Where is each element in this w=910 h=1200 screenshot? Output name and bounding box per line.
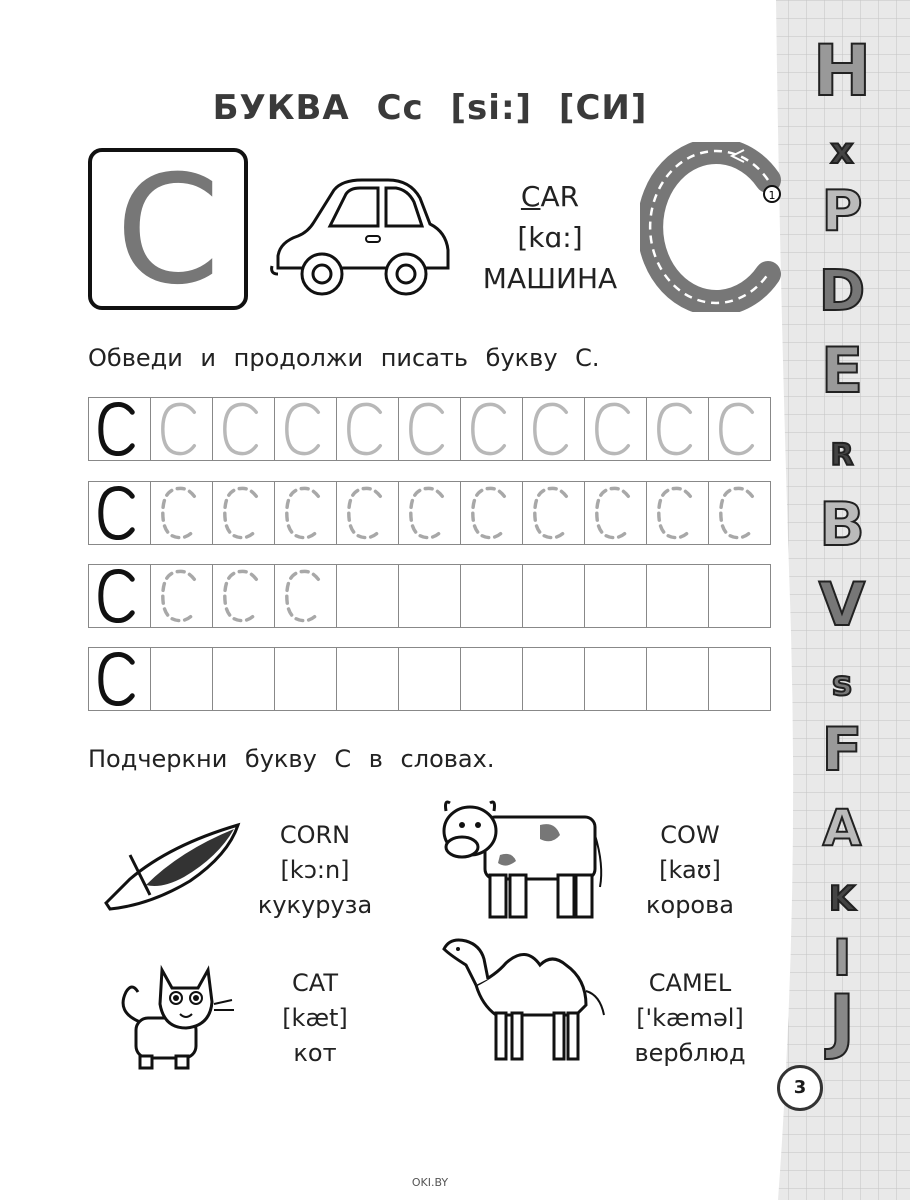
trace-cell[interactable] bbox=[585, 565, 647, 627]
trace-letter-guide bbox=[399, 398, 460, 460]
word-camel-transcription: ['kæməl] bbox=[636, 1004, 744, 1032]
side-letter: H bbox=[812, 30, 872, 112]
side-letter: E bbox=[820, 334, 864, 407]
trace-cell[interactable] bbox=[213, 648, 275, 710]
trace-letter-guide bbox=[275, 398, 336, 460]
trace-cell[interactable] bbox=[89, 398, 151, 460]
trace-letter-sample bbox=[89, 565, 150, 627]
side-letter: I bbox=[832, 929, 852, 987]
trace-cell[interactable] bbox=[89, 648, 151, 710]
trace-letter-guide bbox=[523, 482, 584, 544]
word-corn-english: CORN bbox=[279, 821, 351, 849]
side-letter-stripe bbox=[770, 0, 910, 1200]
trace-cell[interactable] bbox=[523, 398, 585, 460]
trace-letter-guide bbox=[647, 482, 708, 544]
trace-cell[interactable] bbox=[337, 648, 399, 710]
trace-cell[interactable] bbox=[647, 565, 709, 627]
trace-cell[interactable] bbox=[399, 648, 461, 710]
word-corn-transcription: [kɔ:n] bbox=[280, 856, 350, 884]
trace-letter-guide bbox=[523, 398, 584, 460]
trace-cell[interactable] bbox=[337, 482, 399, 544]
trace-letter-guide bbox=[647, 398, 708, 460]
trace-cell[interactable] bbox=[461, 648, 523, 710]
trace-cell[interactable] bbox=[213, 482, 275, 544]
side-letter: R bbox=[830, 438, 854, 473]
trace-letter-sample bbox=[89, 482, 150, 544]
trace-cell[interactable] bbox=[151, 398, 213, 460]
camel-illustration bbox=[436, 935, 616, 1065]
side-letter: J bbox=[828, 980, 856, 1062]
word-cow bbox=[620, 818, 760, 923]
car-illustration bbox=[270, 170, 460, 300]
svg-text:1: 1 bbox=[768, 189, 776, 202]
trace-cell[interactable] bbox=[275, 398, 337, 460]
trace-letter-guide bbox=[399, 482, 460, 544]
car-word-block bbox=[470, 176, 630, 299]
side-letter: P bbox=[821, 179, 863, 244]
trace-cell[interactable] bbox=[461, 398, 523, 460]
trace-cell[interactable] bbox=[461, 565, 523, 627]
trace-cell[interactable] bbox=[399, 398, 461, 460]
trace-letter-guide bbox=[213, 398, 274, 460]
trace-cell[interactable] bbox=[213, 398, 275, 460]
trace-letter-guide bbox=[337, 398, 398, 460]
source-watermark: OKI.BY bbox=[411, 1176, 449, 1189]
trace-letter-guide bbox=[585, 482, 646, 544]
trace-cell[interactable] bbox=[461, 482, 523, 544]
car-word-rest: AR bbox=[540, 180, 580, 213]
trace-cell[interactable] bbox=[647, 398, 709, 460]
side-letter: K bbox=[828, 879, 856, 919]
word-corn bbox=[250, 818, 380, 923]
word-corn-translation: кукуруза bbox=[257, 891, 373, 919]
trace-cell[interactable] bbox=[151, 648, 213, 710]
trace-cell[interactable] bbox=[337, 398, 399, 460]
trace-cell[interactable] bbox=[523, 648, 585, 710]
trace-cell[interactable] bbox=[151, 565, 213, 627]
trace-letter-sample bbox=[89, 648, 150, 710]
trace-letter-guide bbox=[275, 565, 336, 627]
word-cat bbox=[250, 966, 380, 1071]
trace-cell[interactable] bbox=[89, 482, 151, 544]
trace-cell[interactable] bbox=[709, 398, 770, 460]
trace-letter-guide bbox=[709, 482, 770, 544]
corn-illustration bbox=[100, 815, 250, 915]
trace-cell[interactable] bbox=[647, 482, 709, 544]
trace-letter-guide bbox=[213, 565, 274, 627]
trace-row-3 bbox=[88, 564, 771, 628]
word-cat-translation: кот bbox=[293, 1039, 337, 1067]
trace-cell[interactable] bbox=[585, 648, 647, 710]
big-letter-box bbox=[88, 144, 248, 318]
trace-letter-guide bbox=[709, 398, 770, 460]
trace-cell[interactable] bbox=[275, 565, 337, 627]
side-letter: s bbox=[831, 664, 853, 704]
cow-illustration bbox=[440, 795, 610, 925]
trace-cell[interactable] bbox=[709, 482, 770, 544]
word-camel-translation: верблюд bbox=[634, 1039, 746, 1067]
side-letter: A bbox=[822, 799, 862, 857]
side-letter: V bbox=[818, 570, 866, 640]
trace-row-1 bbox=[88, 397, 771, 461]
trace-cell[interactable] bbox=[399, 565, 461, 627]
word-cow-transcription: [kaʊ] bbox=[659, 856, 721, 884]
trace-letter-guide bbox=[151, 398, 212, 460]
trace-cell[interactable] bbox=[709, 565, 770, 627]
trace-cell[interactable] bbox=[523, 482, 585, 544]
word-camel-english: CAMEL bbox=[648, 969, 732, 997]
trace-letter-guide bbox=[461, 482, 522, 544]
trace-letter-guide bbox=[337, 482, 398, 544]
trace-cell[interactable] bbox=[585, 398, 647, 460]
road-letter-c bbox=[640, 142, 790, 312]
trace-instruction: Обведи и продолжи писать букву С. bbox=[88, 344, 600, 372]
trace-cell[interactable] bbox=[275, 482, 337, 544]
car-translation: МАШИНА bbox=[482, 262, 618, 295]
trace-cell[interactable] bbox=[337, 565, 399, 627]
trace-letter-guide bbox=[461, 398, 522, 460]
car-first-letter: C bbox=[520, 180, 541, 213]
cat-illustration bbox=[110, 962, 250, 1072]
word-cow-translation: корова bbox=[646, 891, 734, 919]
underline-instruction: Подчеркни букву С в словах. bbox=[88, 745, 495, 773]
word-cow-english: COW bbox=[660, 821, 720, 849]
word-camel bbox=[620, 966, 760, 1071]
word-cat-transcription: [kæt] bbox=[282, 1004, 348, 1032]
trace-cell[interactable] bbox=[213, 565, 275, 627]
word-cat-english: CAT bbox=[292, 969, 338, 997]
trace-letter-guide bbox=[151, 482, 212, 544]
trace-cell[interactable] bbox=[275, 648, 337, 710]
page-number: 3 bbox=[777, 1065, 823, 1111]
trace-cell[interactable] bbox=[647, 648, 709, 710]
trace-letter-guide bbox=[151, 565, 212, 627]
trace-row-4 bbox=[88, 647, 771, 711]
trace-cell[interactable] bbox=[151, 482, 213, 544]
trace-letter-guide bbox=[275, 482, 336, 544]
big-letter: C bbox=[115, 144, 221, 318]
trace-cell[interactable] bbox=[89, 565, 151, 627]
side-letter: F bbox=[821, 715, 863, 785]
trace-row-2 bbox=[88, 481, 771, 545]
trace-cell[interactable] bbox=[399, 482, 461, 544]
trace-cell[interactable] bbox=[523, 565, 585, 627]
page-title: БУКВА Cc [si:] [СИ] bbox=[212, 88, 648, 128]
side-letter: B bbox=[819, 490, 865, 560]
side-letter: x bbox=[830, 131, 854, 172]
trace-letter-guide bbox=[213, 482, 274, 544]
trace-cell[interactable] bbox=[709, 648, 770, 710]
car-transcription: [kɑ:] bbox=[517, 221, 583, 254]
trace-cell[interactable] bbox=[585, 482, 647, 544]
trace-letter-sample bbox=[89, 398, 150, 460]
trace-letter-guide bbox=[585, 398, 646, 460]
side-letter: D bbox=[818, 259, 866, 324]
